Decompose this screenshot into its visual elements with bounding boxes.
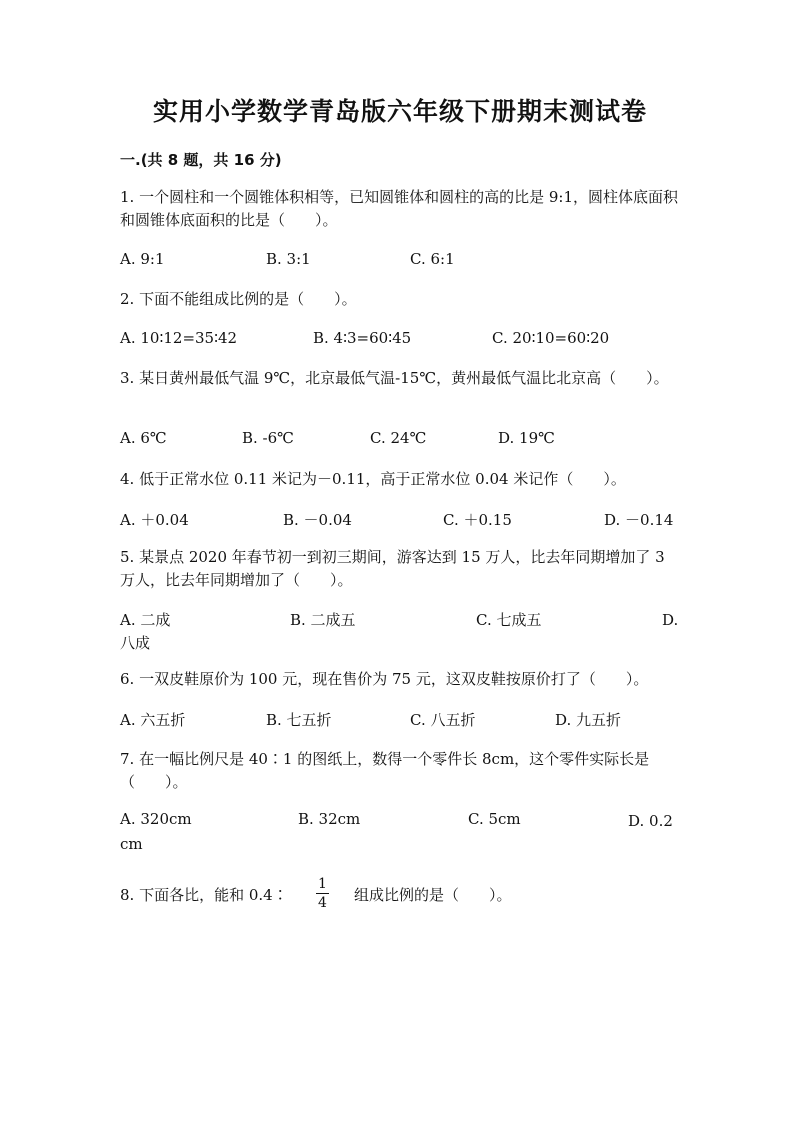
question-5-options (0, 609, 800, 652)
option-b[interactable]: B. 二成五 (290, 611, 356, 629)
question-8-stem-before: 8. 下面各比，能和 0.4∶ (120, 886, 288, 904)
question-8-stem (0, 876, 800, 924)
option-a[interactable]: A. 二成 (120, 611, 171, 629)
option-d[interactable]: D. 0.2cm (120, 812, 673, 853)
option-b[interactable]: B. 4∶3=60∶45 (313, 329, 412, 347)
question-3-options (0, 429, 800, 453)
question-4-stem: 4. 低于正常水位 0.11 米记为－0.11，高于正常水位 0.04 米记作（ ）。 (120, 470, 626, 488)
fraction-numerator: 1 (318, 876, 327, 892)
fraction (316, 876, 329, 911)
option-d[interactable]: D. 八成 (120, 611, 679, 652)
option-b[interactable]: B. -6℃ (242, 429, 294, 447)
option-b[interactable]: B. 3:1 (266, 250, 311, 268)
option-a[interactable]: A. 10∶12=35∶42 (120, 329, 238, 347)
page-title: 实用小学数学青岛版六年级下册期末测试卷 (152, 97, 647, 126)
question-6-stem: 6. 一双皮鞋原价为 100 元，现在售价为 75 元，这双皮鞋按原价打了（ ）。 (120, 670, 649, 688)
question-1-stem: 1. 一个圆柱和一个圆锥体积相等，已知圆锥体和圆柱的高的比是 9:1，圆柱体底面积和圆锥体底面积的比是（ ）。 (120, 188, 678, 229)
question-3-stem: 3. 某日黄州最低气温 9℃，北京最低气温-15℃，黄州最低气温比北京高（ ）。 (120, 369, 669, 387)
question-7-options (0, 810, 800, 853)
option-c[interactable]: C. 5cm (468, 810, 521, 828)
fraction-bar (316, 893, 329, 894)
question-1-options (0, 250, 800, 274)
option-c[interactable]: C. 24℃ (370, 429, 427, 447)
option-c[interactable]: C. 20∶10=60∶20 (492, 329, 610, 347)
option-c[interactable]: C. ＋0.15 (443, 511, 512, 529)
question-5-stem: 5. 某景点 2020 年春节初一到初三期间，游客达到 15 万人，比去年同期增加了 3 万人，比去年同期增加了（ ）。 (120, 548, 665, 589)
option-a[interactable]: A. 6℃ (120, 429, 167, 447)
option-a[interactable]: A. ＋0.04 (120, 511, 189, 529)
question-2-options (0, 329, 800, 353)
fraction-denominator: 4 (318, 895, 327, 911)
option-b[interactable]: B. 七五折 (266, 711, 332, 729)
option-b[interactable]: B. 32cm (298, 810, 361, 828)
option-a[interactable]: A. 六五折 (120, 711, 186, 729)
section-heading: 一.(共 8 题，共 16 分) (120, 151, 282, 169)
question-4-options (0, 509, 800, 533)
option-c[interactable]: C. 七成五 (476, 611, 542, 629)
option-d[interactable]: D. 九五折 (555, 711, 622, 729)
option-d[interactable]: D. －0.14 (604, 511, 674, 529)
option-c[interactable]: C. 6:1 (410, 250, 455, 268)
question-2-stem: 2. 下面不能组成比例的是（ ）。 (120, 290, 357, 308)
option-d[interactable]: D. 19℃ (498, 429, 555, 447)
option-c[interactable]: C. 八五折 (410, 711, 476, 729)
question-8-stem-after: 组成比例的是（ ）。 (354, 886, 512, 904)
option-a[interactable]: A. 9:1 (120, 250, 165, 268)
option-b[interactable]: B. －0.04 (283, 511, 352, 529)
option-a[interactable]: A. 320cm (120, 810, 192, 828)
question-6-options (0, 709, 800, 733)
question-7-stem: 7. 在一幅比例尺是 40∶1 的图纸上，数得一个零件长 8cm，这个零件实际长是（ ）。 (120, 750, 650, 791)
